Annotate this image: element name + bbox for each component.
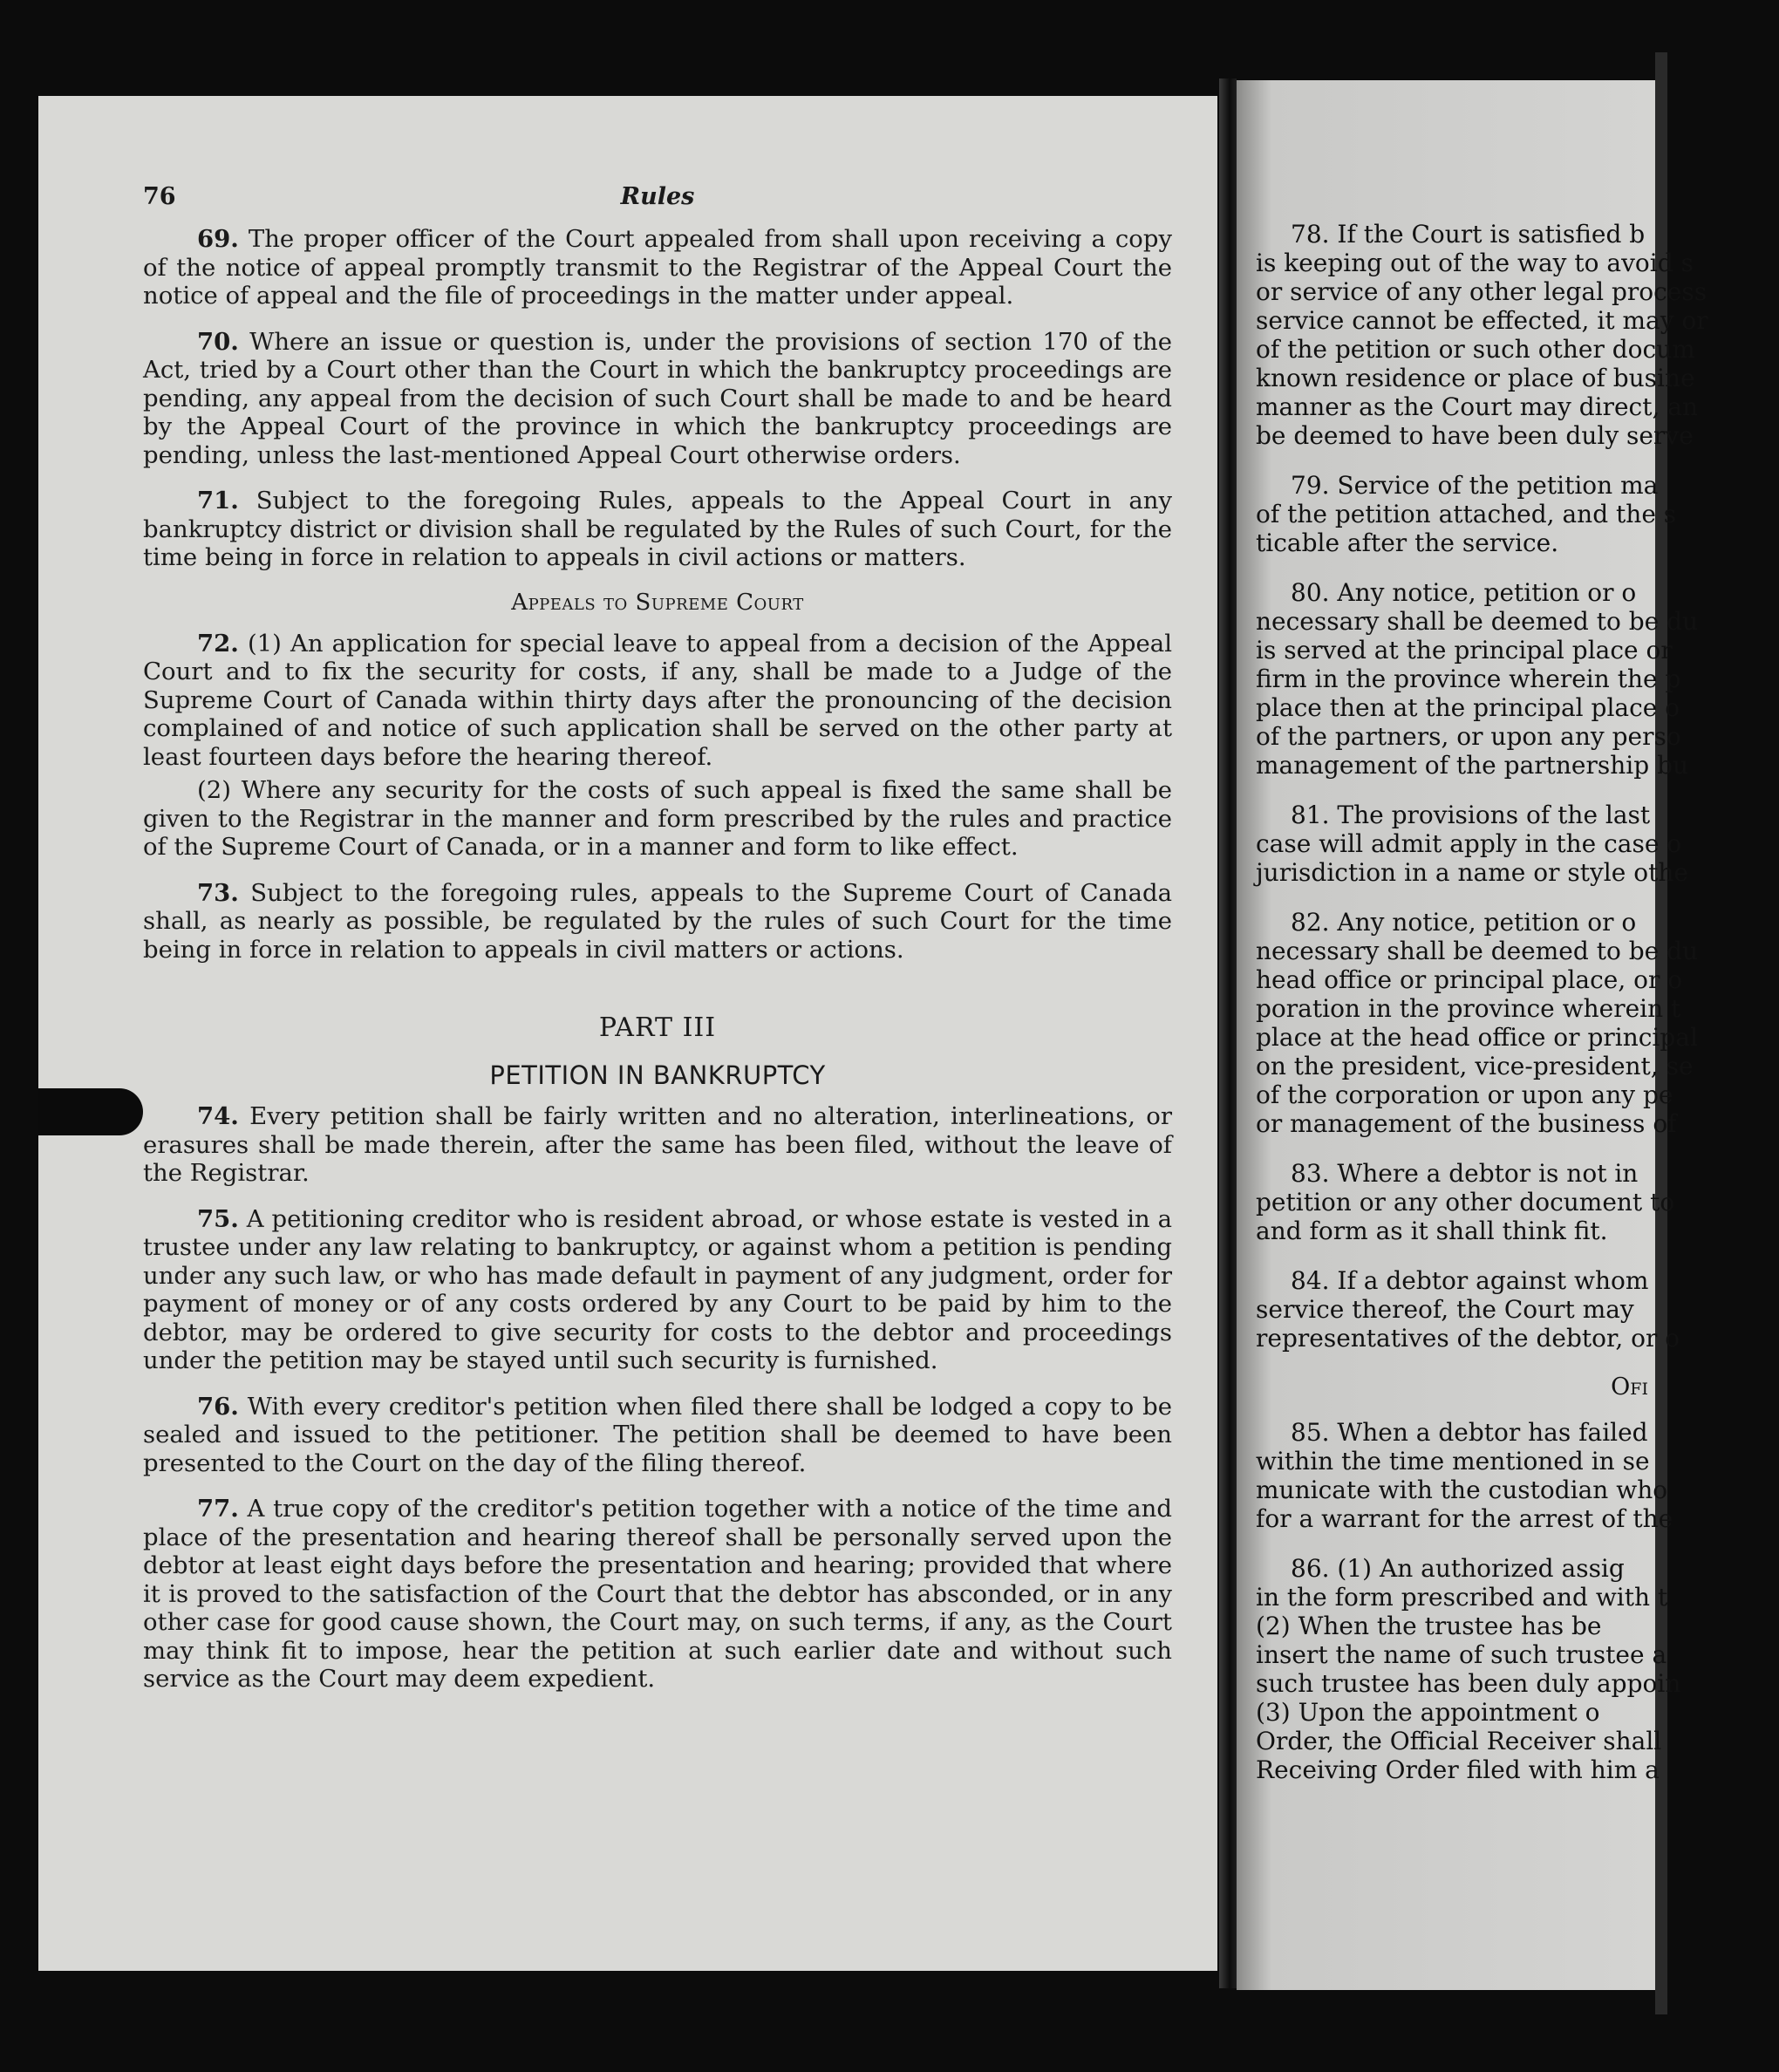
right-rule-line: 85. When a debtor has failed [1291, 1418, 1648, 1447]
rule-text: With every creditor's petition when filed there shall be lodged a copy to be sealed and issued to the petitioner. The petition shall be deemed to have been presented to the Court on the day of the filing thereof. [143, 1392, 1172, 1477]
rule-number: 69. [197, 225, 239, 253]
right-rule-line: 83. Where a debtor is not in [1291, 1159, 1639, 1188]
rule-73: 73. Subject to the foregoing rules, appeals to the Supreme Court of Canada shall, as nearly as possible, be regulated by the rules of such Court for the time being in force in relation to appeals in civil matters or actions. [143, 878, 1172, 964]
right-rule-line: jurisdiction in a name or style othe [1256, 858, 1688, 887]
rule-number: 74. [197, 1102, 239, 1130]
rules-appeal-court [143, 225, 1172, 572]
rule-paragraph [143, 1205, 1172, 1375]
right-rule-line: case will admit apply in the case o [1256, 829, 1682, 858]
right-rule-paragraph [1256, 1159, 1779, 1245]
right-rule-line: service thereof, the Court may [1256, 1295, 1634, 1324]
right-rule-line: poration in the province wherein t [1256, 994, 1681, 1023]
rule-paragraph [143, 487, 1172, 572]
right-rule-line: such trustee has been duly appoin [1256, 1669, 1681, 1698]
right-rule-line: is served at the principal place or [1256, 636, 1673, 665]
right-rule-line: petition or any other document to [1256, 1188, 1675, 1217]
right-rule-line: 84. If a debtor against whom [1291, 1266, 1649, 1295]
right-rule-line: of the corporation or upon any pe [1256, 1080, 1673, 1109]
right-rule-line: (2) When the trustee has be [1256, 1612, 1602, 1640]
right-rule-line: 78. If the Court is satisfied b [1291, 220, 1646, 249]
right-page-content [1256, 220, 1779, 1805]
right-rule-line: head office or principal place, or o [1256, 965, 1683, 994]
right-rules-b [1256, 1418, 1779, 1784]
right-rule-line: place at the head office or principal [1256, 1023, 1698, 1052]
right-rule-line: Order, the Official Receiver shall [1256, 1727, 1662, 1755]
rule-text: A petitioning creditor who is resident abroad, or whose estate is vested in a trustee under any law relating to bankruptcy, or against whom a petition is pending under any such law, or who has made default in payment of any judgment, order for payment of money or of any costs ordered by any Court to be paid by him to the debtor, may be ordered to give security for costs to the debtor and proceedings under the petition may be stayed until such security is furnished. [143, 1204, 1172, 1374]
right-rule-line: 80. Any notice, petition or o [1291, 578, 1637, 607]
right-rule-line: municate with the custodian who [1256, 1476, 1668, 1504]
rule-paragraph [143, 1495, 1172, 1694]
rule-number: 71. [197, 487, 239, 515]
right-rules-a [1256, 220, 1779, 1353]
right-rule-line: within the time mentioned in se [1256, 1447, 1650, 1476]
page-number: 76 [143, 183, 176, 210]
right-rule-line: manner as the Court may direct, an [1256, 392, 1698, 421]
rule-paragraph [143, 1393, 1172, 1478]
part-title: PART III [598, 1012, 717, 1043]
right-rule-line: necessary shall be deemed to be du [1256, 937, 1699, 965]
right-page [1237, 80, 1708, 1990]
right-rule-line: of the petition or such other docum [1256, 335, 1695, 364]
rule-text: The proper officer of the Court appealed from shall upon receiving a copy of the notice of appeal promptly transmit to the Registrar of the Appeal Court the notice of appeal and the file of proceedings in the matter under appeal. [143, 225, 1172, 310]
rule-number: 70. [197, 327, 239, 356]
right-rule-line: on the president, vice-president, se [1256, 1052, 1694, 1080]
right-rule-line: ticable after the service. [1256, 528, 1559, 557]
section-heading: Appeals to Supreme Court [511, 589, 804, 616]
running-head [143, 183, 1172, 225]
rule-text: Every petition shall be fairly written and no alteration, interlineations, or erasures shall be made therein, after the same has been filed, without the leave of the Registrar. [143, 1102, 1172, 1187]
thumb-shadow [38, 1088, 143, 1135]
right-rule-line: 81. The provisions of the last [1291, 801, 1651, 829]
rule-number: 77. [197, 1495, 239, 1523]
right-rule-paragraph [1256, 578, 1779, 780]
right-rule-line: 82. Any notice, petition or o [1291, 908, 1637, 937]
rule-number: 75. [197, 1204, 239, 1233]
right-heading: Ofi [1611, 1373, 1648, 1401]
running-title: Rules [620, 183, 695, 210]
rule-72-2: (2) Where any security for the costs of such appeal is fixed the same shall be given to the Registrar in the manner and form prescribed by the rules and practice of the Supreme Court of Canada, or in a manner and form to like effect. [143, 776, 1172, 861]
right-rule-line: 86. (1) An authorized assig [1291, 1554, 1625, 1583]
right-rule-paragraph [1256, 1266, 1779, 1353]
right-rule-line: or service of any other legal process [1256, 277, 1707, 306]
right-rule-line: service cannot be effected, it may or [1256, 306, 1708, 335]
right-rule-line: 79. Service of the petition ma [1291, 471, 1659, 500]
right-rule-paragraph [1256, 801, 1779, 887]
rules-petition [143, 1102, 1172, 1694]
right-rule-line: and form as it shall think fit. [1256, 1217, 1608, 1245]
rule-text: Where an issue or question is, under the provisions of section 170 of the Act, tried by a Court other than the Court in which the bankruptcy proceedings are pending, any appeal from the decision of such Court shall be made to and be heard by the Appeal Court of the province in which the bankruptcy proceedings are pending, unless the last-mentioned Appeal Court otherwise orders. [143, 327, 1172, 469]
right-rule-line: or management of the business of [1256, 1109, 1677, 1138]
right-rule-line: in the form prescribed and with t [1256, 1583, 1668, 1612]
right-rule-line: insert the name of such trustee a [1256, 1640, 1667, 1669]
right-rule-paragraph [1256, 1418, 1779, 1533]
part-subtitle: PETITION IN BANKRUPTCY [489, 1060, 826, 1090]
rule-text: Subject to the foregoing Rules, appeals to the Appeal Court in any bankruptcy district or division shall be regulated by the Rules of such Court, for the time being in force in relation to appeals in civil actions or matters. [143, 487, 1173, 571]
rule-paragraph [143, 1102, 1172, 1188]
right-rule-line: of the petition attached, and the s [1256, 500, 1677, 528]
right-rule-line: Receiving Order filed with him a [1256, 1755, 1660, 1784]
right-rule-line: representatives of the debtor, or o [1256, 1324, 1680, 1353]
right-rule-paragraph [1256, 220, 1779, 450]
rule-72: 72. (1) An application for special leave to appeal from a decision of the Appeal Court and to fix the security for costs, if any, shall be made to a Judge of the Supreme Court of Canada within thirty days after the pronouncing of the decision complained of and notice of such application shall be served on the other party at least fourteen days before the hearing thereof. [143, 629, 1172, 771]
right-rule-line: necessary shall be deemed to be du [1256, 607, 1699, 636]
right-rule-line: of the partners, or upon any perso [1256, 722, 1681, 751]
rule-text: A true copy of the creditor's petition together with a notice of the time and place of the presentation and hearing thereof shall be personally served upon the debtor at least eight days before the presentation and hearing; provided that where it is proved to the satisfaction of the Court that the debtor has absconded, or in any other case for good cause shown, the Court may, on such terms, if any, as the Court may think fit to impose, hear the petition at such earlier date and without such service as the Court may deem expedient. [143, 1495, 1173, 1693]
right-rule-paragraph [1256, 471, 1779, 557]
right-rule-line: management of the partnership bu [1256, 751, 1689, 780]
rule-paragraph [143, 328, 1172, 470]
right-rule-line: firm in the province wherein the p [1256, 665, 1681, 693]
right-rule-line: be deemed to have been duly serve [1256, 421, 1694, 450]
right-rule-paragraph [1256, 1554, 1779, 1784]
right-rule-paragraph [1256, 908, 1779, 1138]
rule-number: 76. [197, 1392, 239, 1421]
right-rule-line: is keeping out of the way to avoid s [1256, 249, 1694, 277]
book-binding [1219, 78, 1237, 1988]
left-page [38, 96, 1217, 1971]
right-rule-line: place then at the principal place o [1256, 693, 1680, 722]
right-rule-line: known residence or place of busine [1256, 364, 1695, 392]
right-rule-line: for a warrant for the arrest of the [1256, 1504, 1673, 1533]
right-rule-line: (3) Upon the appointment o [1256, 1698, 1600, 1727]
rule-paragraph [143, 225, 1172, 310]
left-page-content [143, 183, 1172, 1711]
